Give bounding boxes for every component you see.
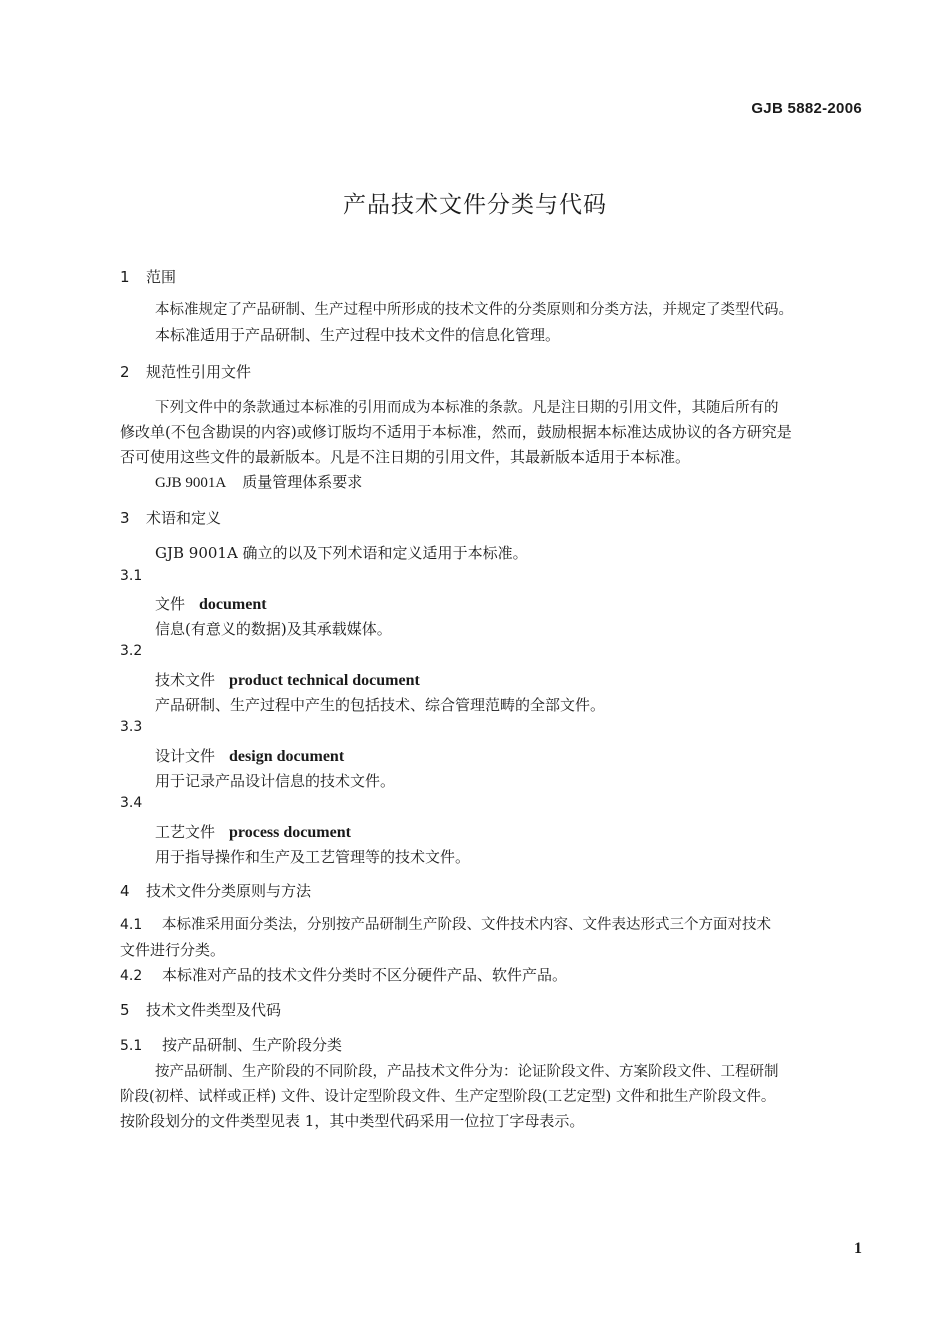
section-number: 1 <box>120 268 130 286</box>
term-entry <box>155 821 351 842</box>
subsection-5-1-heading <box>120 1034 342 1055</box>
clause-4-1 <box>120 913 771 934</box>
section-title: 规范性引用文件 <box>146 363 252 381</box>
clause-text: 本标准对产品的技术文件分类时不区分硬件产品、软件产品。 <box>162 966 568 984</box>
term-en: product technical document <box>229 672 420 689</box>
section-1-para-1: 本标准规定了产品研制、生产过程中所形成的技术文件的分类原则和分类方法，并规定了类型代码。 <box>155 302 793 318</box>
term-number: 3.2 <box>120 643 143 659</box>
term-entry <box>155 745 344 766</box>
section-5-heading <box>120 999 281 1020</box>
term-number: 3.3 <box>120 719 143 735</box>
term-en: design document <box>229 748 345 765</box>
section-title: 技术文件分类原则与方法 <box>146 882 312 900</box>
clause-number: 5.1 <box>120 1038 143 1054</box>
section-2-line-3: 否可使用这些文件的最新版本。凡是不注日期的引用文件，其最新版本适用于本标准。 <box>120 448 691 466</box>
section-1-heading <box>120 266 176 287</box>
term-number: 3.1 <box>120 568 143 584</box>
term-definition: 用于指导操作和生产及工艺管理等的技术文件。 <box>155 848 471 866</box>
clause-4-1-cont: 文件进行分类。 <box>120 941 226 959</box>
term-definition: 信息(有意义的数据)及其承载媒体。 <box>155 620 392 638</box>
subsection-title: 按产品研制、生产阶段分类 <box>162 1036 343 1054</box>
term-entry <box>155 669 420 690</box>
section-title: 术语和定义 <box>146 509 222 527</box>
term-zh: 工艺文件 <box>155 823 216 841</box>
reference-code: GJB 9001A <box>155 475 227 491</box>
section-2-line-1: 下列文件中的条款通过本标准的引用而成为本标准的条款。凡是注日期的引用文件，其随后所有的 <box>155 400 779 416</box>
term-en: process document <box>229 824 351 841</box>
term-definition: 用于记录产品设计信息的技术文件。 <box>155 772 396 790</box>
term-zh: 设计文件 <box>155 747 216 765</box>
page-title: 产品技术文件分类与代码 <box>343 192 607 218</box>
term-zh: 文件 <box>155 595 186 613</box>
normative-reference <box>155 471 362 492</box>
standard-number: GJB 5882-2006 <box>751 100 862 117</box>
subsection-5-1-line-2: 阶段(初样、试样或正样) 文件、设计定型阶段文件、生产定型阶段(工艺定型) 文件和批生产阶段文件。 <box>120 1089 776 1105</box>
clause-number: 4.2 <box>120 968 143 984</box>
clause-text: 本标准采用面分类法，分别按产品研制生产阶段、文件技术内容、文件表达形式三个方面对技术 <box>162 917 771 933</box>
term-definition: 产品研制、生产过程中产生的包括技术、综合管理范畴的全部文件。 <box>155 696 606 714</box>
section-number: 5 <box>120 1001 130 1019</box>
clause-number: 4.1 <box>120 917 143 933</box>
subsection-5-1-line-3: 按阶段划分的文件类型见表 1，其中类型代码采用一位拉丁字母表示。 <box>120 1112 585 1130</box>
section-2-line-2: 修改单(不包含勘误的内容)或修订版均不适用于本标准，然而，鼓励根据本标准达成协议的各方研究是 <box>120 423 792 441</box>
page-number: 1 <box>854 1240 862 1257</box>
section-number: 4 <box>120 882 130 900</box>
section-4-heading <box>120 880 311 901</box>
section-number: 2 <box>120 363 130 381</box>
section-3-heading <box>120 507 221 528</box>
term-zh: 技术文件 <box>155 671 216 689</box>
section-3-intro: GJB 9001A 确立的以及下列术语和定义适用于本标准。 <box>155 544 528 562</box>
subsection-5-1-line-1: 按产品研制、生产阶段的不同阶段，产品技术文件分为：论证阶段文件、方案阶段文件、工程研制 <box>155 1064 779 1080</box>
section-1-para-2: 本标准适用于产品研制、生产过程中技术文件的信息化管理。 <box>155 326 561 344</box>
section-number: 3 <box>120 509 130 527</box>
section-2-heading <box>120 361 251 382</box>
section-title: 范围 <box>146 268 177 286</box>
term-number: 3.4 <box>120 795 143 811</box>
section-title: 技术文件类型及代码 <box>146 1001 282 1019</box>
term-entry <box>155 593 267 614</box>
reference-title: 质量管理体系要求 <box>242 473 363 491</box>
term-en: document <box>199 596 267 613</box>
clause-4-2 <box>120 964 567 985</box>
